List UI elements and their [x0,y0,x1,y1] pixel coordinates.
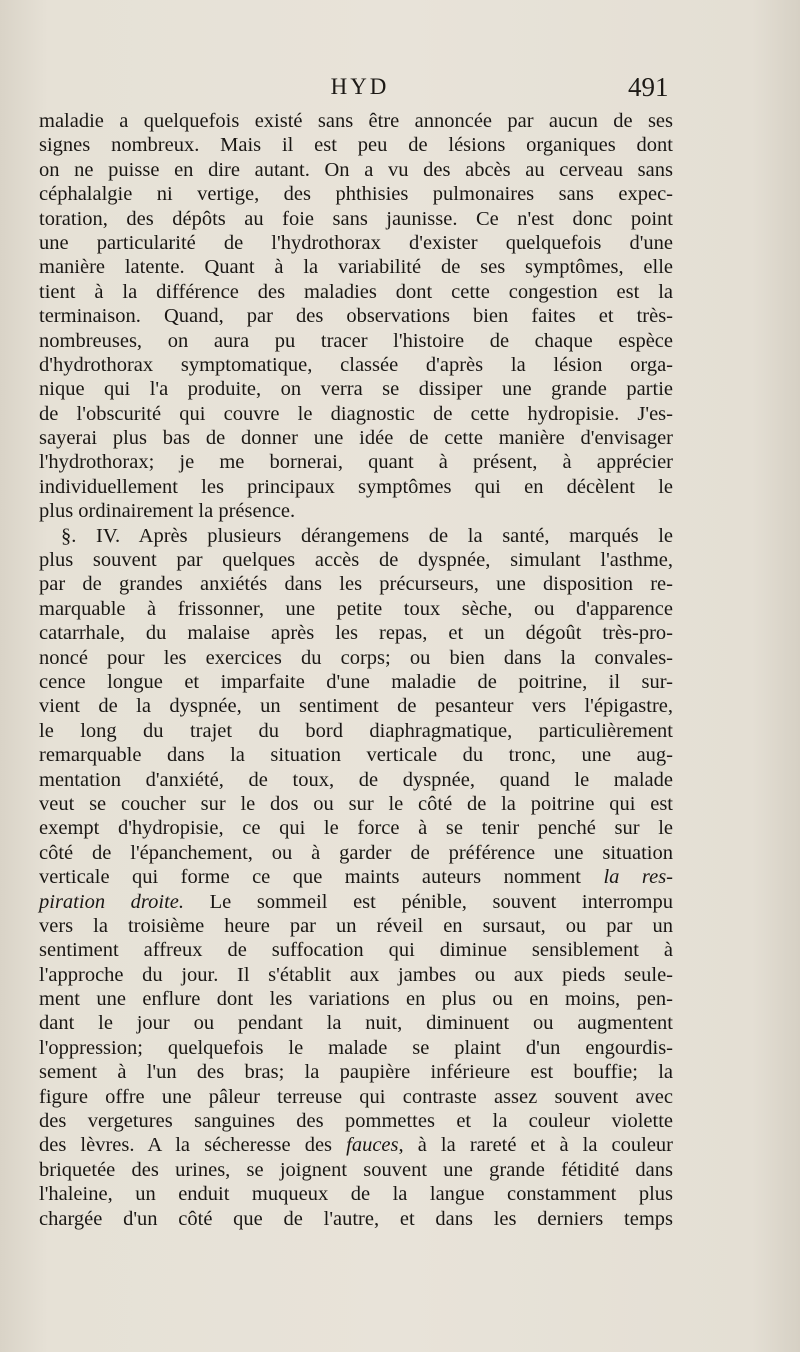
line-text: vient de la dyspnée, un sentiment de pesanteur vers l'épigastre, [39,695,673,718]
line-text: nombreuses, on aura pu tracer l'histoire de chaque espèce [39,329,673,352]
text-line [39,1060,673,1084]
text-line [39,329,673,353]
text-line [39,597,673,621]
line-text: l'haleine, un enduit muqueux de la langue constamment plus [39,1183,673,1206]
line-text: une particularité de l'hydrothorax d'exister quelquefois d'une [39,231,673,254]
line-text: céphalalgie ni vertige, des phthisies pulmonaires sans expec- [39,183,673,206]
line-text: l'approche du jour. Il s'établit aux jambes ou aux pieds seule- [39,963,673,986]
text-line [39,207,673,231]
line-text: de l'obscurité qui couvre le diagnostic de cette hydropisie. J'es- [39,402,673,425]
line-text: toration, des dépôts au foie sans jaunisse. Ce n'est donc point [39,207,673,230]
line-text: d'hydrothorax symptomatique, classée d'après la lésion orga- [39,353,673,376]
page-header [0,74,800,110]
text-line [39,109,673,133]
line-text: catarrhale, du malaise après les repas, et un dégoût très-pro- [39,622,673,645]
text-line [39,377,673,401]
text-line [39,548,673,572]
line-italic-text: la res- [603,866,673,889]
text-line [39,450,673,474]
line-text: on ne puisse en dire autant. On a vu des abcès au cerveau sans [39,158,673,181]
text-line [39,1133,673,1157]
line-text: manière latente. Quant à la variabilité de ses symptômes, elle [39,256,673,279]
text-line [39,694,673,718]
line-text: par de grandes anxiétés dans les précurseurs, une disposition re- [39,573,673,596]
line-text: dant le jour ou pendant la nuit, diminuent ou augmentent [39,1012,673,1035]
text-line [39,816,673,840]
running-head: HYD [330,74,390,99]
text-line [39,1011,673,1035]
line-italic-text: fauces [346,1134,399,1157]
line-text: briquetée des urines, se joignent souvent une grande fétidité dans [39,1158,673,1181]
line-italic-text: piration droite. [39,890,185,913]
line-text: l'hydrothorax; je me bornerai, quant à présent, à apprécier [39,451,673,474]
text-line [39,768,673,792]
text-line [39,841,673,865]
line-text: tient à la différence des maladies dont cette congestion est la [39,280,673,303]
text-line [39,1036,673,1060]
text-line [39,719,673,743]
body-text [39,109,673,1231]
line-text: §. IV. Après plusieurs dérangemens de la santé, marqués le [61,524,673,547]
text-line [39,1109,673,1133]
text-line [39,182,673,206]
line-text: l'oppression; quelquefois le malade se plaint d'un engourdis- [39,1036,673,1059]
text-line [39,987,673,1011]
text-line [39,426,673,450]
text-line [39,1207,673,1231]
line-text: maladie a quelquefois existé sans être annoncée par aucun de ses [39,110,673,132]
text-line [39,890,673,914]
line-text: plus souvent par quelques accès de dyspnée, simulant l'asthme, [39,549,673,572]
text-line [39,572,673,596]
line-text: le long du trajet du bord diaphragmatique, particulièrement [39,719,673,742]
text-line [39,963,673,987]
line-text: chargée d'un côté que de l'autre, et dans les derniers temps [39,1207,673,1230]
line-text-after: , à la rareté et à la couleur [398,1134,673,1157]
text-line [39,304,673,328]
line-text: remarquable dans la situation verticale du tronc, une aug- [39,744,673,767]
text-line [39,158,673,182]
line-text: exempt d'hydropisie, ce qui le force à se tenir penché sur le [39,817,673,840]
text-line [39,670,673,694]
line-text: noncé pour les exercices du corps; ou bien dans la convales- [39,646,673,669]
line-text: marquable à frissonner, une petite toux sèche, ou d'apparence [39,597,673,620]
text-line [39,353,673,377]
line-text: vers la troisième heure par un réveil en sursaut, ou par un [39,914,673,937]
text-line [39,743,673,767]
line-text: plus ordinairement la présence. [39,500,296,523]
line-text: signes nombreux. Mais il est peu de lésions organiques dont [39,134,673,157]
line-text: terminaison. Quand, par des observations bien faites et très- [39,305,673,328]
text-line [39,499,673,523]
text-line [39,621,673,645]
text-line [39,1182,673,1206]
line-text: côté de l'épanchement, ou à garder de préférence une situation [39,841,673,864]
line-text: verticale qui forme ce que maints auteurs nomment [39,866,604,889]
text-line [39,475,673,499]
line-text: nique qui l'a produite, on verra se dissiper une grande partie [39,378,673,401]
text-line [39,914,673,938]
line-text: ment une enflure dont les variations en plus ou en moins, pen- [39,988,673,1011]
line-text: des vergetures sanguines des pommettes et la couleur violette [39,1110,673,1133]
text-line [39,1158,673,1182]
line-text: sayerai plus bas de donner une idée de cette manière d'envisager [39,427,673,450]
text-line [39,865,673,889]
text-line [39,255,673,279]
line-text: sement à l'un des bras; la paupière inférieure est bouffie; la [39,1061,673,1084]
line-text-after: Le sommeil est pénible, souvent interrompu [184,890,673,913]
page-number: 491 [628,72,669,102]
text-line [39,231,673,255]
line-text: des lèvres. A la sécheresse des [39,1134,347,1157]
text-line [39,646,673,670]
line-text: veut se coucher sur le dos ou sur le côté de la poitrine qui est [39,792,673,815]
text-line [39,1085,673,1109]
text-line [39,938,673,962]
text-line [39,792,673,816]
text-line [39,280,673,304]
line-text: cence longue et imparfaite d'une maladie de poitrine, il sur- [39,670,673,693]
text-line [39,524,673,548]
text-line [39,402,673,426]
line-text: sentiment affreux de suffocation qui diminue sensiblement à [39,939,673,962]
text-line [39,133,673,157]
line-text: figure offre une pâleur terreuse qui contraste assez souvent avec [39,1085,673,1108]
line-text: individuellement les principaux symptômes qui en décèlent le [39,475,673,498]
line-text: mentation d'anxiété, de toux, de dyspnée, quand le malade [39,768,673,791]
